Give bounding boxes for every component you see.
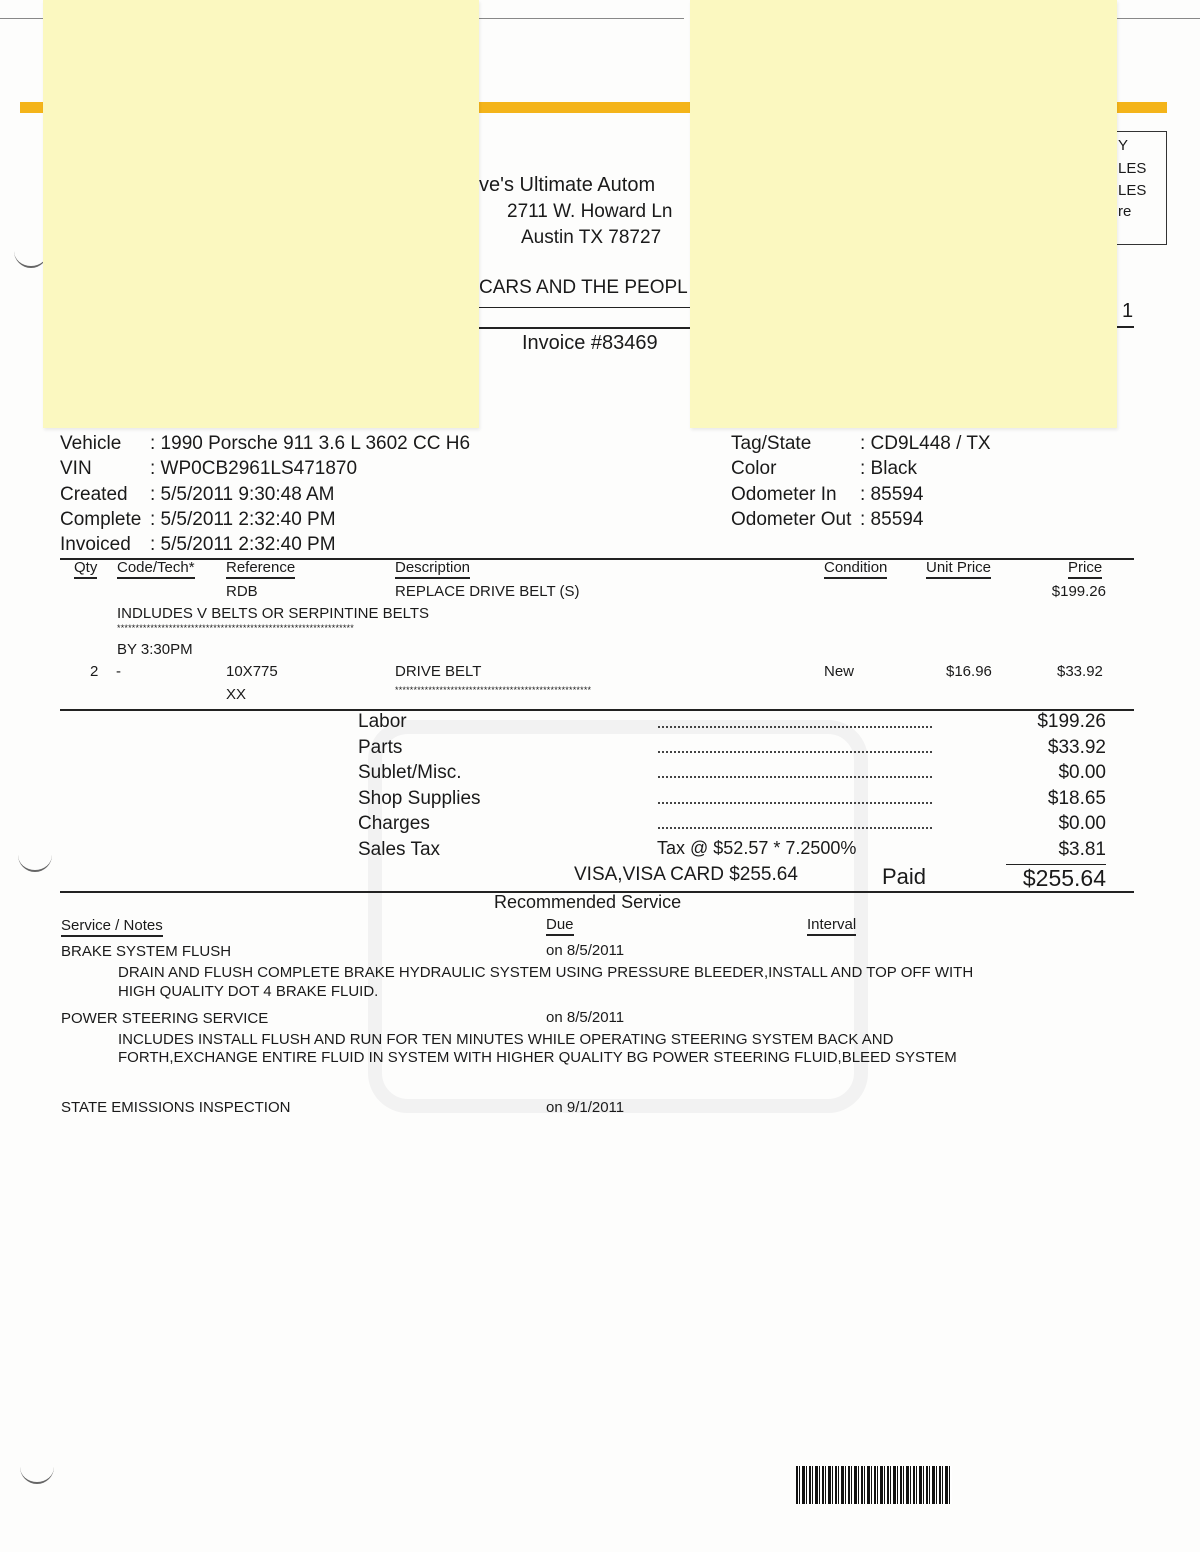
payment-method: VISA,VISA CARD $255.64 (574, 864, 798, 885)
job-description: REPLACE DRIVE BELT (S) (395, 583, 580, 600)
totals-label-sublet: Sublet/Misc. (358, 762, 462, 783)
color-value: : Black (860, 458, 918, 479)
rec-item-note: INCLUDES INSTALL FLUSH AND RUN FOR TEN MINUTES WHILE OPERATING STEERING SYSTEM BACK AND (118, 1031, 894, 1048)
rec-item-due: on 9/1/2011 (546, 1099, 625, 1116)
right-box-line: Y (1118, 137, 1129, 154)
rec-item-note: HIGH QUALITY DOT 4 BRAKE FLUID. (118, 983, 379, 1000)
vin-value: : WP0CB2961LS471870 (150, 458, 358, 479)
slogan-rule-top (479, 307, 695, 308)
job-price: $199.26 (1051, 583, 1106, 600)
rec-header-due: Due (546, 916, 574, 936)
totals-label-charges: Charges (358, 813, 430, 834)
vehicle-value: : 1990 Porsche 911 3.6 L 3602 CC H6 (150, 433, 471, 454)
slogan-rule-bottom (479, 327, 695, 329)
vin-label: VIN (60, 458, 92, 479)
hole-punch-bottom (20, 1452, 54, 1484)
totals-label-labor: Labor (358, 711, 407, 732)
part-price: $33.92 (1057, 663, 1103, 680)
header-qty: Qty (74, 559, 97, 579)
totals-value-labor: $199.26 (1037, 711, 1106, 732)
job-note-stars: **************************************************************** (117, 623, 354, 633)
invoice-number: Invoice #83469 (522, 332, 658, 354)
right-box-line: LES (1118, 160, 1147, 177)
shop-slogan: CARS AND THE PEOPL (479, 277, 688, 298)
invoiced-label: Invoiced (60, 534, 131, 555)
totals-label-sales-tax: Sales Tax (358, 839, 441, 860)
right-box-line: re (1118, 203, 1132, 220)
header-code-tech: Code/Tech* (117, 559, 195, 579)
tag-state-label: Tag/State (731, 433, 812, 454)
part-qty: 2 (90, 663, 99, 680)
header-unit-price: Unit Price (926, 559, 991, 579)
rec-item-due: on 8/5/2011 (546, 1009, 625, 1026)
totals-value-sublet: $0.00 (1058, 762, 1106, 783)
totals-leader (658, 802, 932, 804)
complete-value: : 5/5/2011 2:32:40 PM (150, 509, 336, 530)
odometer-out-value: : 85594 (860, 509, 924, 530)
sales-tax-calculation: Tax @ $52.57 * 7.2500% (657, 838, 857, 858)
part-description-stars: ***************************************************** (395, 685, 592, 695)
odometer-in-label: Odometer In (731, 484, 837, 505)
shop-address-line2: Austin TX 78727 (521, 227, 662, 248)
rec-item-due: on 8/5/2011 (546, 942, 625, 959)
totals-label-parts: Parts (358, 737, 403, 758)
job-reference: RDB (226, 583, 258, 600)
totals-leader (658, 751, 932, 753)
recommended-title: Recommended Service (494, 892, 682, 912)
header-reference: Reference (226, 559, 295, 579)
shop-name: ve's Ultimate Autom (479, 174, 656, 196)
totals-value-sales-tax: $3.81 (1058, 839, 1106, 860)
complete-label: Complete (60, 509, 142, 530)
sticky-note-left (43, 0, 479, 428)
odometer-out-label: Odometer Out (731, 509, 852, 530)
part-condition: New (824, 663, 855, 680)
totals-value-charges: $0.00 (1058, 813, 1106, 834)
created-label: Created (60, 484, 128, 505)
hole-punch-middle (18, 840, 52, 872)
vehicle-label: Vehicle (60, 433, 122, 454)
part-unit-price: $16.96 (946, 663, 992, 680)
shop-address-line1: 2711 W. Howard Ln (507, 201, 673, 222)
part-description: DRIVE BELT (395, 663, 482, 680)
job-note-2: BY 3:30PM (117, 641, 193, 658)
rec-item-name: BRAKE SYSTEM FLUSH (61, 943, 232, 960)
totals-value-shop-supplies: $18.65 (1047, 788, 1106, 809)
scan-top-line-left (0, 18, 48, 19)
totals-value-parts: $33.92 (1047, 737, 1106, 758)
scan-top-line-right (1112, 18, 1200, 19)
invoiced-value: : 5/5/2011 2:32:40 PM (150, 534, 336, 555)
barcode (796, 1466, 952, 1504)
part-reference: 10X775 (226, 663, 278, 680)
totals-leader (658, 827, 932, 829)
scan-top-line-mid (474, 18, 684, 19)
rec-header-service: Service / Notes (61, 917, 163, 937)
totals-leader (658, 776, 932, 778)
rec-item-name: STATE EMISSIONS INSPECTION (61, 1099, 291, 1116)
paid-status: Paid (882, 864, 927, 889)
right-box-line: LES (1118, 182, 1147, 199)
grand-total: $255.64 (1022, 865, 1106, 891)
rec-header-interval: Interval (807, 916, 856, 936)
header-condition: Condition (824, 559, 887, 579)
rec-item-name: POWER STEERING SERVICE (61, 1010, 269, 1027)
header-price: Price (1068, 559, 1102, 579)
tag-state-value: : CD9L448 / TX (860, 433, 991, 454)
rec-item-note: DRAIN AND FLUSH COMPLETE BRAKE HYDRAULIC SYSTEM USING PRESSURE BLEEDER,INSTALL AND TOP OFF WITH (118, 964, 974, 981)
odometer-in-value: : 85594 (860, 484, 924, 505)
job-note-1: INDLUDES V BELTS OR SERPINTINE BELTS (117, 605, 430, 622)
color-label: Color (731, 458, 777, 479)
rec-item-note: FORTH,EXCHANGE ENTIRE FLUID IN SYSTEM WITH HIGHER QUALITY BG POWER STEERING FLUID,BLEED SYSTEM (118, 1049, 957, 1066)
part-reference-2: XX (226, 686, 247, 703)
totals-label-shop-supplies: Shop Supplies (358, 788, 481, 809)
part-code: - (116, 663, 121, 680)
totals-leader (658, 726, 932, 728)
header-description: Description (395, 559, 470, 579)
totals-top-rule (60, 709, 1134, 711)
created-value: : 5/5/2011 9:30:48 AM (150, 484, 335, 505)
sticky-note-right (690, 0, 1117, 428)
right-fragment: 1 (1122, 300, 1134, 322)
